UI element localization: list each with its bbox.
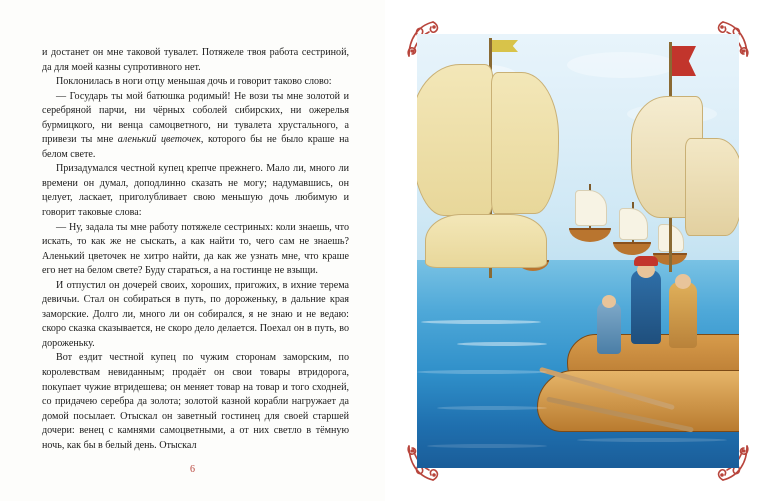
wave xyxy=(417,370,547,374)
figure-head xyxy=(675,274,691,289)
figure-sailor xyxy=(669,282,697,348)
paragraph-part-b: , которого бы не было краше на белом свете. xyxy=(42,134,349,160)
wave xyxy=(457,342,547,346)
paragraph: — Ну, задала ты мне работу потяжеле сестриных: коли знаешь, что искать, то как же не сыскать, а как найти то, чего сам не знаешь? Аленький цветочек не хитро найти, да как же узнать мне, что краше его нет на белом свете? Буду стараться, а на гостинце не взыщи. xyxy=(42,221,349,277)
wave xyxy=(437,406,547,410)
wave xyxy=(427,444,547,448)
figure-hat xyxy=(634,256,658,266)
wave xyxy=(577,438,727,442)
page-number: 6 xyxy=(190,464,195,475)
illustration-image xyxy=(417,34,739,468)
red-pennant xyxy=(672,46,696,76)
paragraph: Вот ездит честной купец по чужим сторонам заморским, по королевствам невиданным; продаёт он свои товары втридорога, покупает чужие втридешева; он меняет товар на товар и того сходней, со придачею серебра да золота; золотой казной корабли нагружает да домой посылает. Отыскал он заветный гостинец для своей старшей дочери: венец с камнями самоцветными, а от них светло в тёмную ночь, как бы в белый день. Отыскал xyxy=(42,352,349,451)
paragraph: И отпустил он дочерей своих, хороших, пригожих, в ихние терема девичьи. Стал он собираться в путь, по дороженьку, в дальние края заморские. Долго ли, много ли он собирался, я не знаю и не ведаю: скоро сказка сказывается, не скоро дело делается. Поехал он в путь, во дороженьку. xyxy=(42,279,349,349)
paragraph: и достанет он мне таковой тувалет. Потяжеле твоя работа сестриной, да для моей казны супротивного нет. xyxy=(42,47,349,73)
figure-oarsman xyxy=(597,302,621,354)
figure-head xyxy=(602,295,616,308)
body-text-block xyxy=(42,46,349,453)
paragraph: Призадумался честной купец крепче прежнего. Мало ли, много ли времени он думал, доподлинно сказать не могу; надумавшись, он целует, ласкает, приголубливает свою меньшую дочь любимую и говорит таковые слова: xyxy=(42,163,349,219)
right-page xyxy=(385,0,770,501)
paragraph-with-italic xyxy=(42,90,349,163)
italic-phrase: аленький цветочек xyxy=(117,134,201,146)
wave xyxy=(421,320,541,324)
pennant xyxy=(492,40,518,52)
illustration-frame xyxy=(403,16,753,486)
figure-merchant xyxy=(631,270,661,344)
paragraph: Поклонилась в ноги отцу меньшая дочь и говорит таково слово: xyxy=(56,76,332,88)
paragraph-part-a: — Государь ты мой батюшка родимый! Не вози ты мне золотой и серебряной парчи, ни чёрных соболей сибирских, ни ожерелья бурмицкого, ни венца самоцветного, ни тувалета хрустального, а привези ты мне xyxy=(42,90,349,146)
foreground-ship-left xyxy=(417,38,583,338)
